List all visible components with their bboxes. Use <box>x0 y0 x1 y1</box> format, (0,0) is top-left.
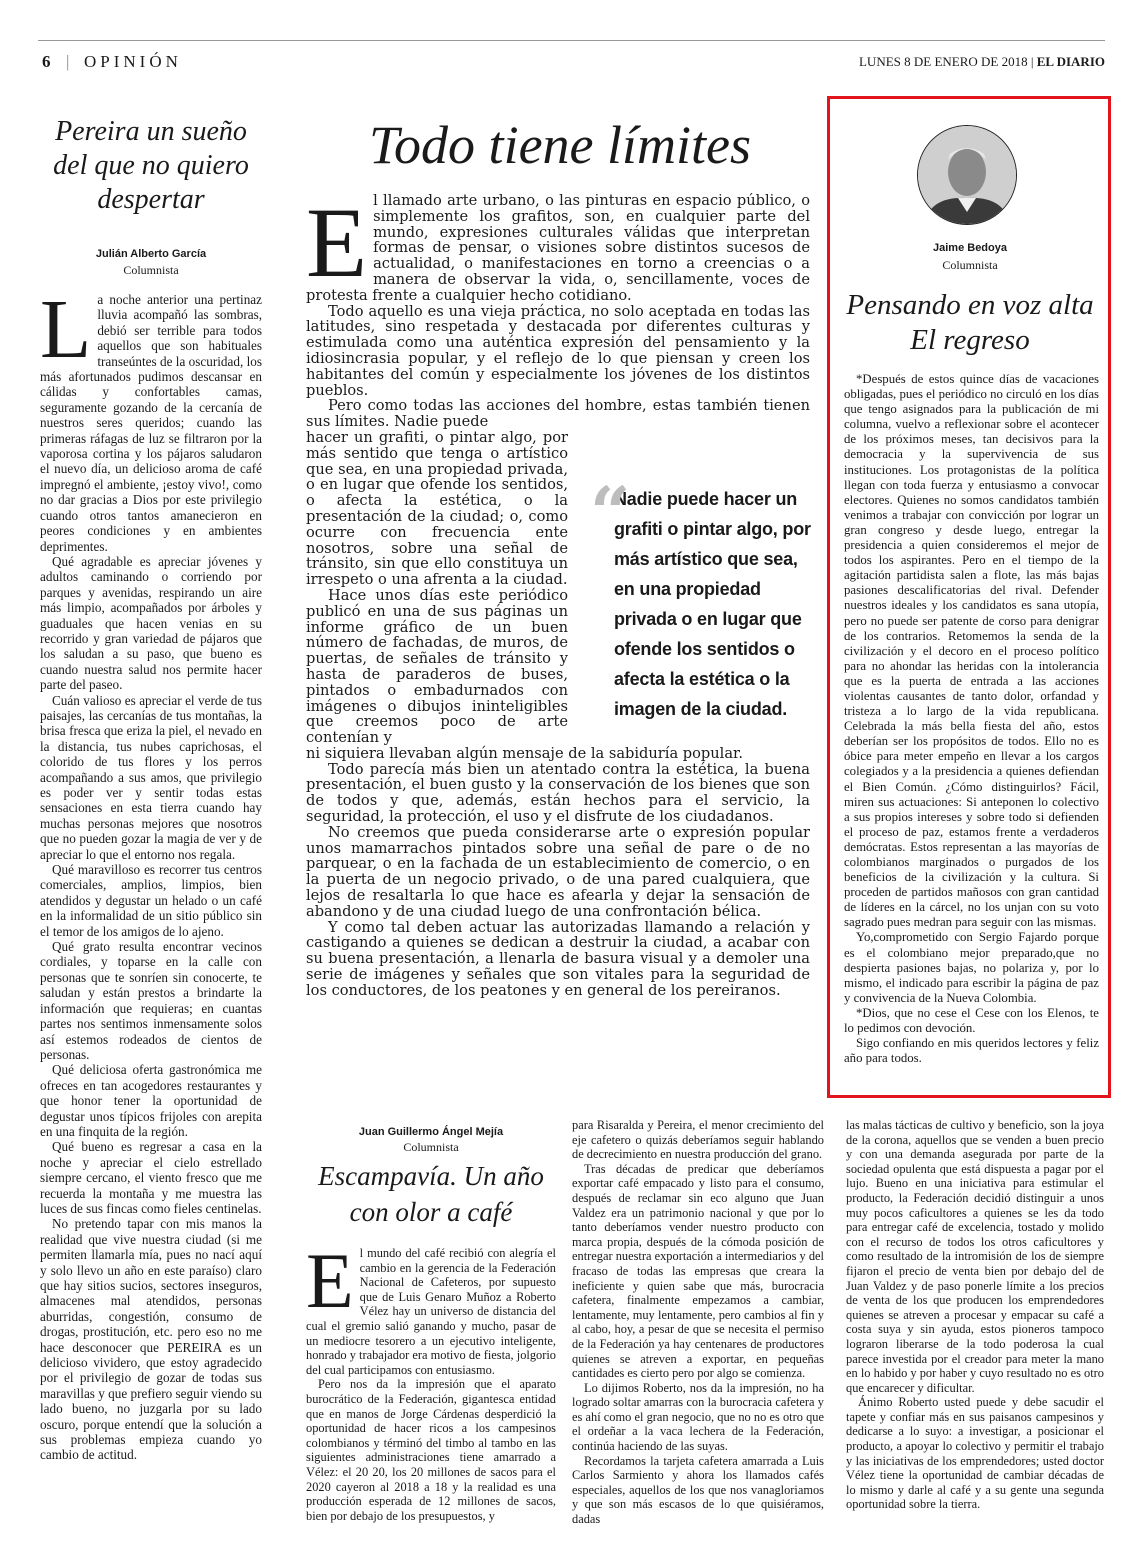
bottom-paragraph: Ánimo Roberto usted puede y debe sacudir el tapete y confiar más en sus paisanos campesinos y dedicarse a lo suyo: a investigar, a posicionar el producto, a apoyar lo colectivo y permitir el trabajo y las iniciativas de los emprendedores; usted doctor Vélez tiene la oportunidad de cambiar décadas de lo mismo y darle al café y a su gente una segunda oportunidad sobre la tierra. <box>846 1395 1104 1512</box>
bottom-role: Columnista <box>403 1140 459 1154</box>
main-dropcap: E <box>306 193 368 298</box>
header-separator: | <box>66 52 70 71</box>
right-title-line-2: El regreso <box>910 324 1030 356</box>
right-body <box>844 372 1099 1090</box>
main-paragraph-7: Y como tal deben actuar las autorizadas llamando a relación y castigando a quienes se dedican a destruir la ciudad, a acabar con su buena presentación, a llenarla de basura visual y a demoler una serie de imágenes y señales que son vitales para la seguridad de los conductores, de los peatones y en general de los pereiranos. <box>306 918 810 999</box>
author-photo <box>917 125 1017 225</box>
date: LUNES 8 DE ENERO DE 2018 | <box>858 54 1034 69</box>
main-paragraph-4: Hace unos días este periódico publicó en una de sus páginas un informe gráfico de un buen número de fachadas, de muros, de puertas, de señales de tránsito y hasta de paraderos de buses, pintados o embadurnados con imágenes o dibujos ininteligibles que creemos poco de arte contenían y <box>306 586 568 747</box>
col1-paragraph: Qué bueno es regresar a casa en la noche y apreciar el cielo estrellado siempre cercano, el viento fresco que me recuerda la montaña y me muestra las luces de sus fincas como fieles centinelas. <box>40 1139 262 1216</box>
pull-quote-text: Nadie puede hacer un grafiti o pintar algo, por más artístico que sea, en una propiedad privada o en lugar que ofende los sentidos o afecta la estética o la imagen de la ciudad. <box>614 489 811 719</box>
bottom-dropcap: E <box>306 1246 354 1324</box>
quote-mark-icon: “ <box>590 471 631 554</box>
right-paragraph: *Después de estos quince días de vacaciones obligadas, pues el periódico no circuló en los días que tengo asignados para la publicación de mi columna, vuelvo a reflexionar sobre el acontecer de los próximos meses, tan decisivos para la democracia y la supervivencia de sus instituciones. Los protagonistas de la política llegan con toda fuerza y entusiasmo a convocar electores. Quienes no somos candidatos también venimos a trabajar con convicción por lograr un gran congreso y desde luego, entregar la presidencia a quien consideremos el mejor de todos los aspirantes. Pero en el tiempo de la agitación partidista salen a flote, las más bajas pasiones descalificatorias del rival. Defender nuestros ideales y los candidatos es sana utopía, pero no puede ser patente de corso para denigrar de los contrarios. Retomemos la senda de la civilización y el decoro en el proceso político para no ahondar las heridas con la intolerancia que es la puerta de entrada a las acciones violentas causantes de tanto dolor, orfandad y tristeza a lo largo de la vida republicana. Celebrada la más bella fiesta del año, estos deberían ser los propósitos de todos. Ello no es óbice para meter empeño en llevar a los cargos colegiados y a la presidencia a quienes defiendan el Bien Común. ¿Cómo distinguirlos? Fácil, miren sus actuaciones: Si anteponen lo colectivo a sus propios intereses y sobre todo si defienden el proceso de paz, estamos frente a verdaderos demócratas. Estos representan a las mayorías de colombianos marginados o purgados de los beneficios de la civilización y la cultura. Si proceden de partidos mañosos con gran cantidad de líderes en la cárcel, no los unjan con su voto sagrado pues medran para seguir con las mismas. <box>844 372 1099 930</box>
header-rule <box>38 40 1105 41</box>
bottom-col-1 <box>306 1246 556 1558</box>
col1-paragraph: Qué agradable es apreciar jóvenes y adultos caminando o corriendo por parques y avenidas, respirando un aire más limpio, acompañados por árboles y guaduales que hacen venias en su recorrido y gran variedad de pájaros que los saludan a su paso, que bueno es cuando nuestra salud nos permite hacer parte del paseo. <box>40 553 262 693</box>
col1-paragraph: Qué grato resulta encontrar vecinos cordiales, y toparse en la calle con personas que te sonríen sin conocerte, te saludan y están prestos a brindarte la información que requieras; en cuantas partes nos sentimos inmensamente solos así estemos rodeados de cientos de personas. <box>40 939 262 1062</box>
portrait-icon <box>918 126 1016 224</box>
bottom-author: Juan Guillermo Ángel Mejía <box>358 1126 504 1138</box>
dateline <box>859 54 1105 70</box>
col1-author: Julián Alberto García <box>95 248 207 260</box>
col1-paragraph: Qué maravilloso es recorrer tus centros comerciales, amplios, limpios, bien atendidos y degustar un helado o un café en la informalidad de un sitio público sin el temor de los amigos de lo ajeno. <box>40 862 262 939</box>
col1-body <box>40 292 262 1554</box>
right-paragraph: Yo,comprometido con Sergio Fajardo porque es el colombiano mejor preparado,que no despierta pasiones bajas, no polariza y, por lo mismo, el indicado para escribir la página de paz y convivencia de la Nueva Colombia. <box>844 930 1099 1005</box>
main-paragraph-1: l llamado arte urbano, o las pinturas en espacio público, o simplemente los grafitos, son, en cualquier parte del mundo, expresiones culturales válidas que interpretan formas de pensar, o visiones sobre distintos sucesos de actualidad, o manifestaciones en torno a creencias o a manera de observar la vida, o, sencillamente, voces de protesta frente a cualquier hecho cotidiano. <box>306 193 810 304</box>
bottom-paragraph: Lo dijimos Roberto, nos da la impresión, no ha logrado soltar amarras con la burocracia cafetera y es ahí como el gran negocio, que no no es otro que el ordeñar a la vaca lechera de la Federación, continúa haciendo de las suyas. <box>572 1380 824 1454</box>
right-paragraph: *Dios, que no cese el Cese con los Elenos, te lo pedimos con devoción. <box>844 1005 1099 1036</box>
col1-dropcap: L <box>40 292 92 376</box>
bottom-title: Escampavía. Un año con olor a café <box>318 1161 544 1227</box>
bottom-paragraph: Recordamos la tarjeta cafetera amarrada a Luis Carlos Sarmiento y ahora los llamados cafés especiales, aquellos de los que nos vanagloriamos y que son más escasos de lo que quisiéramos, dadas <box>572 1453 824 1527</box>
main-paragraph-6: No creemos que pueda considerarse arte o expresión popular unos mamarrachos pintados sobre una señal de pare o de no parquear, o en la fachada de un establecimiento de comercio, o en la puerta de un negocio privado, o de una pared cualquiera, que lejos de resaltarla lo que hace es afearla y dejar la sensación de abandono y de una ciudad luego de una confrontación bélica. <box>306 823 810 920</box>
bottom-paragraph: Tras décadas de predicar que deberíamos exportar café empacado y listo para el consumo, después de reclamar sin eco alguno que Juan Valdez era un patrimonio nacional y que por lo tanto deberíamos vender nuestro producto con marca propia, después de la cómoda posición de entregar nuestra exportación a intermediarios y del fracaso de todas las empresas que creara la ineficiente y quien sabe que más, burocracia cafetera, finalmente empezamos a cambiar, lentamente, muy lentamente, pero cambios al fin y al cabo, hoy, a pesar de que se necesita el permiso de la Federación ya hay centenares de productores quienes se atreven a exportar, en pequeñas cantidades es cierto pero por algo se comienza. <box>572 1161 824 1381</box>
col1-role: Columnista <box>123 263 179 277</box>
right-paragraph: Sigo confiando en mis queridos lectores y feliz año para todos. <box>844 1036 1099 1066</box>
bottom-paragraph: Pero nos da la impresión que el aparato burocrático de la Federación, gigantesca entidad que en manos de Jorge Cárdenas desperdició la oportunidad de hacer ricos a los campesinos colombianos y términó del timbo al tambo en las siguientes administraciones tiene amarrado a Vélez: el 20 20, los 20 millones de sacos para el 2020 cayeron al 2018 a 18 y la realidad es una producción esperada de 12 millones de sacos, bien por debajo de los presupuestos, y <box>306 1377 556 1523</box>
bottom-paragraph: l mundo del café recibió con alegría el cambio en la gerencia de la Federación Nacional de Cafeteros, por supuesto que de Luis Genaro Muñoz a Roberto Vélez hay un universo de distancia del cual el gremio salió ganando y mucho, pasar de un mediocre tesorero a un ejecutivo inteligente, honrado y trabajador era motivo de fiesta, jolgorio del cual participamos con entusiasmo. <box>306 1246 556 1377</box>
right-author: Jaime Bedoya <box>933 242 1007 254</box>
bottom-paragraph: para Risaralda y Pereira, el menor crecimiento del eje cafetero o quizás deberíamos seguir hablando de decrecimiento en nuestra producción del grano. <box>572 1118 824 1162</box>
right-title-line-1: Pensando en voz alta <box>846 289 1094 321</box>
col1-title: Pereira un sueño del que no quiero despertar <box>53 116 249 215</box>
main-paragraph-2: Todo aquello es una vieja práctica, no solo aceptada en todas las latitudes, sino respetada y destacada por diferentes culturas y estimulada como una auténtica expresión del pensamiento y la idiosincrasia popular, y el reflejo de lo que piensan y creen los habitantes del común y especialmente los jóvenes de los distintos pueblos. <box>306 302 810 399</box>
col1-paragraph: No pretendo tapar con mis manos la realidad que vive nuestra ciudad (si me permiten llamarla mía, pues no nací aquí y solo llevo un año en este paraíso) claro que hay sitios sucios, sectores inseguros, almacenes mal atendidos, personas aburridas, congestión, consumo de drogas, prostitución, etc. pero eso no me hace desconocer que PEREIRA es un delicioso vividero, que estoy agradecido por el privilegio de gozar de todas sus maravillas y que prefiero seguir viendo su lado bueno, no juzgarla por su lado oscuro, porque entendí que la solución a sus problemas empieza cuando yo cambio de actitud. <box>40 1216 262 1463</box>
main-paragraph-3b: hacer un grafiti, o pintar algo, por más sentido que tenga o artístico que sea, en una propiedad privada, o en lugar que ofende los sentidos, o afecta la estética, o la presentación de la ciudad; o, como ocurre con frecuencia ente nosotros, sobre una señal de tránsito, sin que ello constituya un irrespeto o una afrenta a la ciudad. <box>306 428 568 589</box>
col1-first-paragraph: a noche anterior una pertinaz lluvia acompañó las sombras, debió ser terrible para todos aquellos que son habituales transeúntes de la oscuridad, los más afortunados pudimos descansar en cálidas y confortables camas, seguramente gozando de la cercanía de nuestros seres queridos; cuando las primeras ráfagas de luz se filtraron por la vaporosa cortina y los pájaros saludaron el nuevo día, un delicioso aroma de café impregnó el ambiente, ¡estoy vivo!, como no dar gracias a Dios por este privilegio cuando otros tantos amanecieron en peores condiciones y en ambientes deprimentes. <box>40 292 262 554</box>
right-title <box>836 288 1104 358</box>
paper-name: EL DIARIO <box>1036 54 1105 69</box>
col1-paragraph: Qué deliciosa oferta gastronómica me ofreces en tan acogedores restaurantes y que honor tener la oportunidad de degustar unos típicos frijoles con arepita en una finquita de la región. <box>40 1062 262 1139</box>
col1-paragraph: Cuán valioso es apreciar el verde de tus paisajes, las cercanías de tus montañas, la brisa fresca que eriza la piel, el nevado en la distancia, tus nubes caprichosas, el colorido de tus flores y los perros acompañando a sus amos, que privilegio es poder ver y sentir todas estas sensaciones en esta tierra cuando hay muchas personas mejores que nosotros que no pueden gozar la magia de ver y de apreciar lo que el entorno nos regala. <box>40 692 262 862</box>
main-paragraph-4b: ni siquiera llevaban algún mensaje de la sabiduría popular. <box>306 744 744 762</box>
right-role: Columnista <box>942 258 998 272</box>
main-title: Todo tiene límites <box>368 115 751 175</box>
bottom-paragraph: las malas tácticas de cultivo y beneficio, son la joya de la corona, aquellos que se venden a buen precio y con una demanda asegurada por parte de la sociedad opulenta que está dispuesta a pagar por el lujo. Bueno en una iniciativa para estimular el producto, la Federación decidió distinguir a unos muy pocos caficultores a quienes se les da todo para entregar café de excelencia, tostado y molido con el recurso de todos los otros caficultores y como resultado de la intromisión de los de siempre fijaron el precio de venta bien por debajo del de Juan Valdez y de paso ponerle límite a los precios de venta de los que producen los emprendedores quienes se atreven a procesar y empacar su café a costa suya y sin ayuda, estos pioneros tampoco lograron liberarse de la todo poderosa la cual parece investida por el creador para meter la mano en lo habido y por haber y cuyo resultado no es otro que encarecer y dificultar. <box>846 1118 1104 1395</box>
section-name: OPINIÓN <box>84 52 182 71</box>
pull-quote <box>590 471 812 724</box>
main-wrapped-text <box>306 430 568 746</box>
page-number: 6 <box>42 52 51 71</box>
bottom-col-3 <box>846 1118 1104 1558</box>
main-paragraph-5: Todo parecía más bien un atentado contra la estética, la buena presentación, el buen gusto y la conservación de los bienes que son de todos y que, además, están hechos para el servicio, la seguridad, la protección, el uso y el disfrute de los ciudadanos. <box>306 760 810 826</box>
main-paragraph-3: Pero como todas las acciones del hombre, estas también tienen sus límites. Nadie puede <box>306 397 810 431</box>
bottom-col-2 <box>572 1118 824 1558</box>
